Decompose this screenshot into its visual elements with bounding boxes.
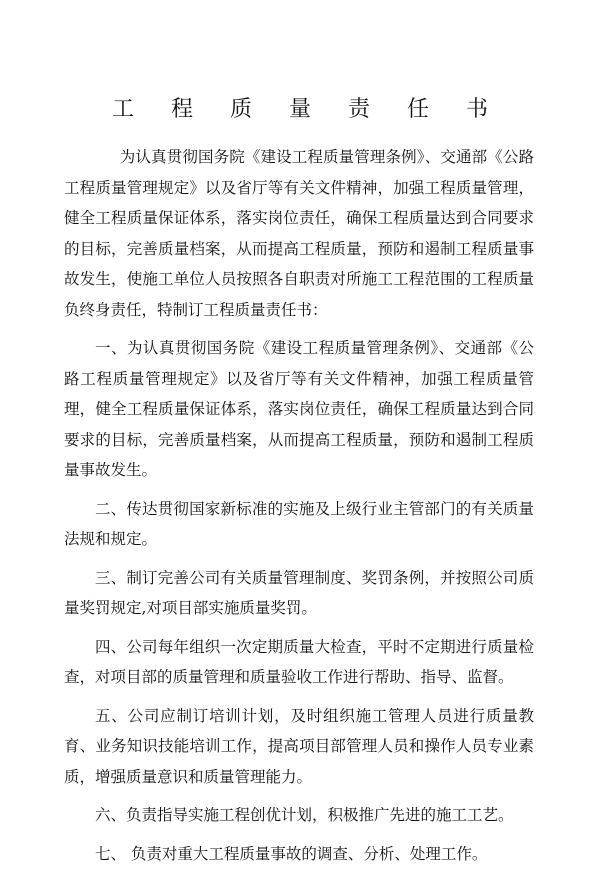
- document-body: [64, 142, 534, 877]
- clause-paragraph-5: 五、公司应制订培训计划，及时组织施工管理人员进行质量教育、业务知识技能培训工作，提高项目部管理人员和操作人员专业素质，增强质量意识和质量管理能力。: [64, 706, 534, 786]
- clause-paragraph-4: 四、公司每年组织一次定期质量大检查，平时不定期进行质量检查，对项目部的质量管理和质量验收工作进行帮助、指导、监督。: [64, 637, 534, 686]
- clause-paragraph-2: 二、传达贯彻国家新标准的实施及上级行业主管部门的有关质量法规和规定。: [64, 499, 534, 548]
- document-title: 工 程 质 量 责 任 书: [112, 97, 503, 122]
- clause-paragraph-3: 三、制订完善公司有关质量管理制度、奖罚条例，并按照公司质量奖罚规定,对项目部实施质量奖罚。: [64, 568, 534, 617]
- clause-paragraph-1: 一、为认真贯彻国务院《建设工程质量管理条例》、交通部《公路工程质量管理规定》以及省厅等有关文件精神，加强工程质量管理，健全工程质量保证体系，落实岗位责任，确保工程质量达到合同要求的目标，完善质量档案，从而提高工程质量，预防和遏制工程质量事故发生。: [64, 339, 534, 479]
- clause-paragraph-6: 六、负责指导实施工程创优计划，积极推广先进的施工工艺。: [95, 806, 514, 824]
- intro-paragraph: 为认真贯彻国务院《建设工程质量管理条例》、交通部《公路工程质量管理规定》以及省厅等有关文件精神，加强工程质量管理，健全工程质量保证体系，落实岗位责任，确保工程质量达到合同要求的目标，完善质量档案，从而提高工程质量，预防和遏制工程质量事故发生，使施工单位人员按照各自职责对所施工工程范围的工程质量负终身责任，特制订工程质量责任书：: [64, 148, 534, 319]
- clause-paragraph-7: 七、 负责对重大工程质量事故的调查、分析、处理工作。: [95, 844, 488, 863]
